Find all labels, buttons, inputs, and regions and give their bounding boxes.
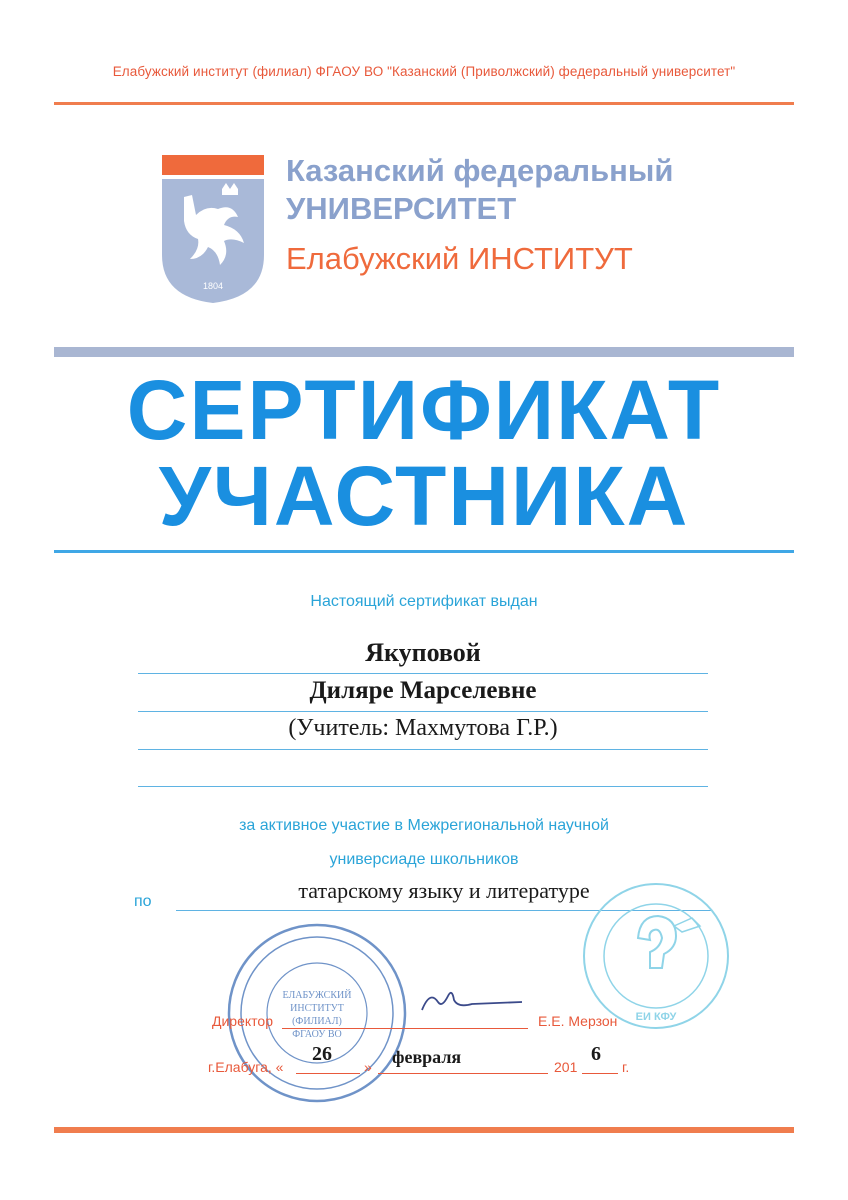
date-month: февраля: [392, 1047, 462, 1067]
year-line: [582, 1073, 618, 1074]
handwritten-signature-icon: [412, 982, 532, 1022]
logo-year: 1804: [202, 281, 224, 291]
fill-line-2: [138, 711, 708, 712]
participation-text-line2: универсиаде школьников: [329, 851, 519, 868]
emblem-label: ЕИ КФУ: [635, 1011, 677, 1023]
date-year-unit: г.: [622, 1059, 630, 1075]
date-day-close: »: [364, 1059, 372, 1075]
university-name-line2: УНИВЕРСИТЕТ: [286, 191, 517, 226]
participation-text-line1: за активное участие в Межрегиональной научной: [239, 817, 609, 834]
issued-to-label: Настоящий сертификат выдан: [310, 593, 538, 610]
director-name: Е.Е. Мерзон: [538, 1013, 618, 1029]
signature-line: [282, 1028, 528, 1029]
teacher-name: (Учитель: Махмутова Г.Р.): [288, 715, 558, 741]
recipient-name: Диляре Марселевне: [309, 677, 537, 704]
top-divider: [54, 102, 794, 105]
title-underline: [54, 550, 794, 553]
stamp-text-2: ИНСТИТУТ: [290, 1003, 344, 1014]
certificate-title-line1: СЕРТИФИКАТ: [126, 363, 722, 457]
subject-prefix: по: [134, 893, 152, 910]
university-logo-icon: [162, 155, 264, 305]
day-line: [296, 1073, 360, 1074]
recipient-surname: Якуповой: [365, 638, 481, 667]
date-day: 26: [312, 1043, 332, 1065]
stamp-text-4: ФГАОУ ВО: [292, 1029, 342, 1040]
fill-line-4: [138, 786, 708, 787]
date-year-digit: 6: [591, 1043, 601, 1065]
institute-name: Елабужский ИНСТИТУТ: [286, 241, 633, 276]
stamp-text-1: ЕЛАБУЖСКИЙ: [282, 990, 352, 1001]
bottom-divider: [54, 1127, 794, 1133]
institution-header: Елабужский институт (филиал) ФГАОУ ВО "Казанский (Приволжский) федеральный университет": [112, 64, 736, 79]
subject-name: татарскому языку и литературе: [298, 878, 590, 903]
date-city-prefix: г.Елабуга, «: [208, 1059, 284, 1075]
fill-line-3: [138, 749, 708, 750]
certificate-title-line2: УЧАСТНИКА: [158, 449, 690, 543]
university-name-line1: Казанский федеральный: [286, 153, 674, 188]
director-label: Директор: [212, 1013, 273, 1029]
fill-line-1: [138, 673, 708, 674]
month-line: [378, 1073, 548, 1074]
date-year-prefix: 201: [554, 1059, 578, 1075]
gray-band-divider: [54, 347, 794, 357]
stamp-text-3: (ФИЛИАЛ): [292, 1016, 342, 1027]
